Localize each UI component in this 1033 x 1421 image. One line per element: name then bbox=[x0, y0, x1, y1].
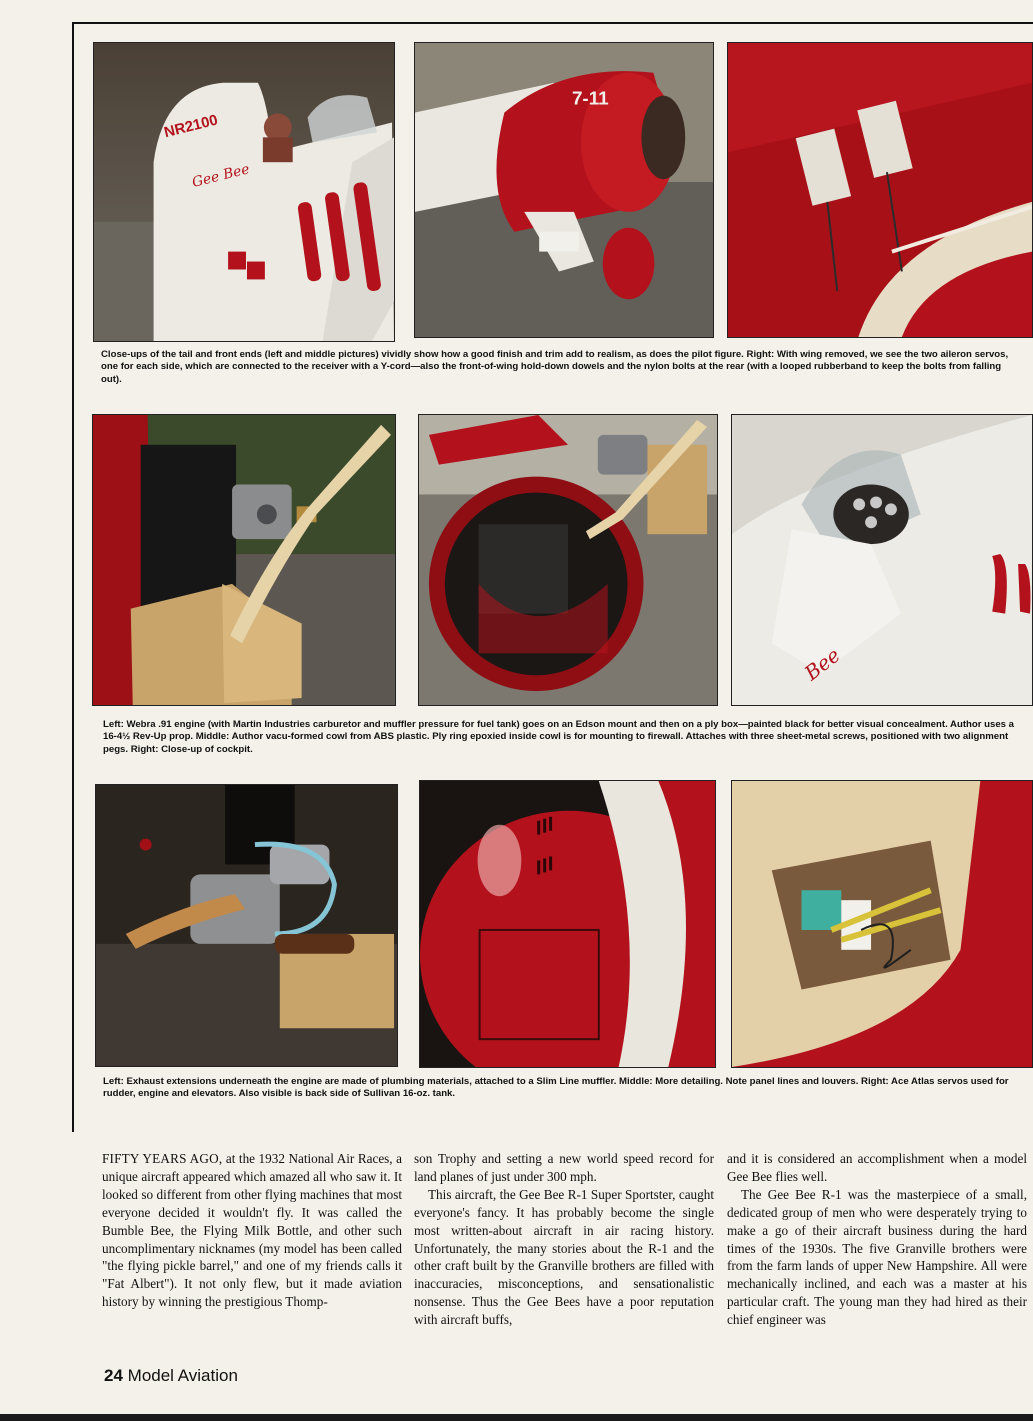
photo-engine-mount bbox=[92, 414, 396, 706]
column-1-text: at the 1932 National Air Races, a unique aircraft appeared which amazed all who saw it. It looked so different from other flying machines that most everyone decided it wouldn't fly. It was called the Bumble Bee, the Flying Milk Bottle, and other such uncomplimentary nicknames (my model has been called "the flying pickle barrel," and one of my friends calls it "Fat Albert"). It not only flew, but it made aviation history by winning the prestigious Thomp- bbox=[102, 1151, 402, 1310]
photo-cockpit bbox=[731, 414, 1033, 706]
column-3-paragraph-2: The Gee Bee R-1 was the masterpiece of a small, dedicated group of men who were desperately trying to make a go of their aircraft business during the hard times of the 1930s. The five Granville brothers were from the farm lands of upper New Hampshire. All were mechanically inclined, and each was a master at his particular craft. The young man they had hired as their chief engineer was bbox=[727, 1186, 1027, 1328]
caption-row3: Left: Exhaust extensions underneath the engine are made of plumbing materials, attached to a Slim Line muffler. Middle: More detailing. Note panel lines and louvers. Right: Ace Atlas servos used for rudder, engine and elevators. Also visible is back side of Sullivan 16-oz. tank. bbox=[103, 1076, 1009, 1100]
article-column-3 bbox=[727, 1150, 1027, 1329]
column-2-paragraph-1: son Trophy and setting a new world speed record for land planes of just under 300 mph. bbox=[414, 1151, 714, 1184]
photo-radio-servos bbox=[731, 780, 1033, 1068]
race-number-text: 7-11 bbox=[571, 87, 609, 109]
magazine-name: Model Aviation bbox=[127, 1366, 238, 1385]
caption-row2: Left: Webra .91 engine (with Martin Industries carburetor and muffler pressure for fuel tank) goes on an Edson mount and then on a ply box—painted black for better visual concealment. Author uses a 16-4½ Rev-Up prop. Middle: Author vacu-formed cowl from ABS plastic. Ply ring epoxied inside cowl is for mounting to firewall. Attaches with three sheet-metal screws, positioned with two alignment pegs. Right: Close-up of cockpit. bbox=[103, 719, 1015, 755]
caption-row1: Close-ups of the tail and front ends (left and middle pictures) vividly show how a good finish and trim add to realism, as does the pilot figure. Right: With wing removed, we see the two aileron servos, one for each side, which are connected to the receiver with a Y-cord—also the front-of-wing hold-down dowels and the nylon bolts at the rear (with a looped rubberband to keep the bolts from falling out). bbox=[101, 349, 1009, 385]
photo-panel-lines bbox=[419, 780, 716, 1068]
column-2-paragraph-2: This aircraft, the Gee Bee R-1 Super Sportster, caught everyone's fancy. It has probably become the single most written-about aircraft in air racing history. Unfortunately, the many stories about the R-1 and the other craft built by the Granville brothers are filled with inaccuracies, misconceptions, and sensationalistic nonsense. Thus the Gee Bees have a poor reputation with aircraft buffs, bbox=[414, 1186, 714, 1328]
photo-front-closeup bbox=[414, 42, 714, 338]
page-folio bbox=[104, 1366, 238, 1386]
registration-text: NR2100 bbox=[162, 112, 220, 142]
lead-caps: FIFTY YEARS AGO, bbox=[102, 1151, 223, 1166]
photo-exhaust bbox=[95, 784, 398, 1067]
article-column-2 bbox=[414, 1150, 714, 1329]
article-column-1 bbox=[102, 1150, 402, 1311]
photo-tail-closeup bbox=[93, 42, 395, 342]
photo-servos-closeup bbox=[727, 42, 1033, 338]
bottom-rule bbox=[0, 1414, 1033, 1421]
page-number: 24 bbox=[104, 1366, 123, 1385]
gee-bee-script-text: Gee Bee bbox=[190, 161, 252, 191]
svg-text:Bee: Bee bbox=[800, 643, 845, 686]
column-3-paragraph-1: and it is considered an accomplishment when a model Gee Bee flies well. bbox=[727, 1151, 1027, 1184]
photo-cowl bbox=[418, 414, 718, 706]
